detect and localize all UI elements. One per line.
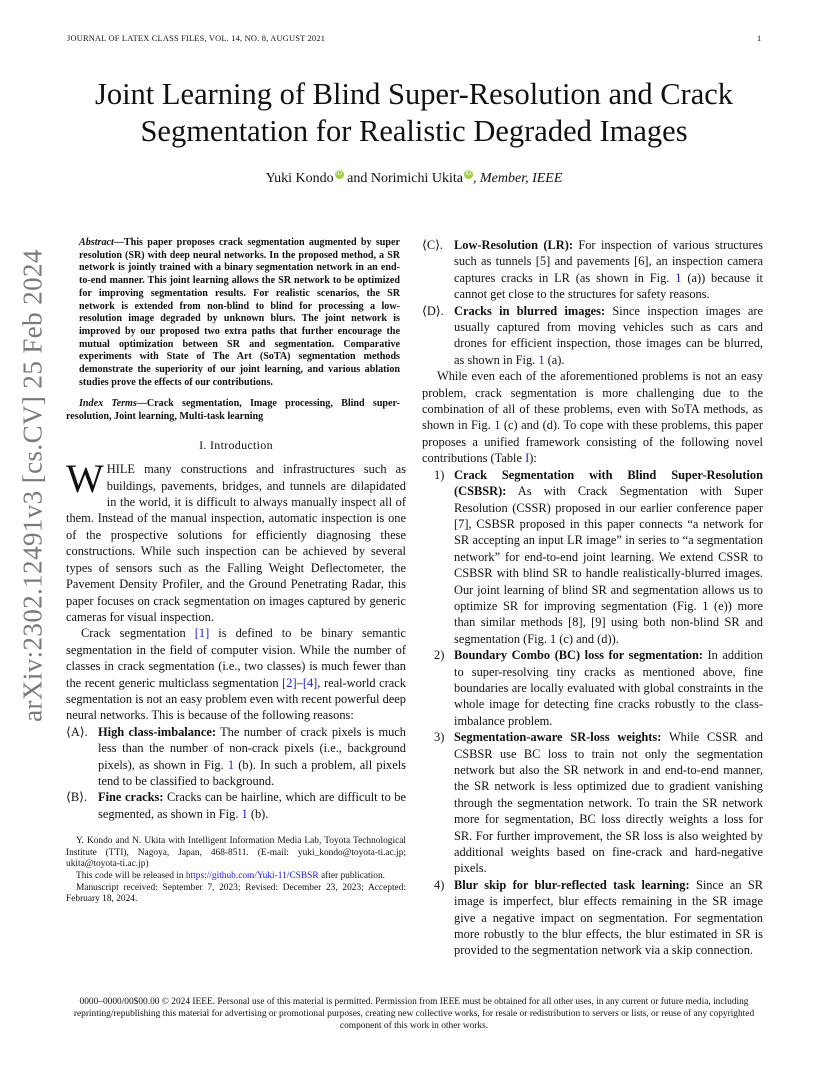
- reason-label: ⟨D⟩.: [422, 303, 444, 318]
- index-terms-label: Index Terms: [79, 398, 137, 410]
- right-paragraph: While even each of the aforementioned problems is not an easy problem, crack segmentation is more challenging due to the combination of all of these problems, even with SoTA methods, as shown in Fig. 1 (c) and (d). To cope with these problems, this paper proposes a unified framework consisting of the following novel contributions (Table I):: [422, 369, 763, 466]
- paper-title: Joint Learning of Blind Super-Resolution and Crack Segmentation for Realistic Degraded Images: [94, 77, 734, 148]
- footnote-affiliation: Y. Kondo and N. Ukita with Intelligent Information Media Lab, Toyota Technological Institute (TTI), Nagoya, Japan, 468-8511. (E-mail: yuki_kondo@toyota-ti.ac.jp; ukita@toyota-ti.ac.jp): [66, 836, 406, 870]
- contribution-title: Crack Segmentation with Blind Super-Resolution (CSBSR):: [454, 467, 763, 499]
- reason-item: ⟨C⟩. Low-Resolution (LR): For inspection of various structures such as tunnels [5] and pavements [6], an inspection camera captures cracks in LR (as shown in Fig. 1 (a)) because it cannot get close to the structures for safety reasons.: [422, 238, 763, 302]
- author-ukita: and Norimichi Ukita: [343, 171, 463, 186]
- reason-item: ⟨D⟩. Cracks in blurred images: Since inspection images are usually captured from moving vehicles such as cars and drones for efficient inspection, those images can be blurred, as shown in Fig. 1 (a).: [422, 303, 763, 367]
- reason-title: Cracks in blurred images:: [454, 303, 606, 318]
- right-column: [422, 237, 763, 959]
- drop-cap: W: [66, 456, 104, 502]
- section-heading: I. Introduction: [199, 437, 273, 452]
- footnote-manuscript: Manuscript received: September 7, 2023; Revised: December 23, 2023; Accepted: February 18, 2024.: [66, 882, 406, 905]
- author-line: [120, 170, 708, 187]
- author-kondo: Yuki Kondo: [265, 171, 334, 186]
- page-number: 1: [757, 34, 762, 43]
- footnote-code: This code will be released in https://github.com/Yuki-11/CSBSR after publication.: [76, 870, 385, 881]
- table-link[interactable]: I: [525, 451, 530, 466]
- contribution-title: Boundary Combo (BC) loss for segmentation:: [454, 648, 703, 663]
- copyright-notice: 0000–0000/00$00.00 © 2024 IEEE. Personal use of this material is permitted. Permission from IEEE must be obtained for all other uses, in any current or future media, including reprinting/republishing this material for advertising or promotional purposes, creating new collective works, for resale or redistribution to servers or lists, or reuse of any copyrighted component of this work in other works.: [73, 997, 755, 1031]
- contribution-title: Segmentation-aware SR-loss weights:: [454, 730, 662, 745]
- figure-link[interactable]: 1: [241, 806, 248, 821]
- figure-link[interactable]: 1: [675, 270, 682, 285]
- code-link[interactable]: https://github.com/Yuki-11/CSBSR: [185, 870, 319, 881]
- figure-link[interactable]: 1: [227, 757, 235, 772]
- citation-link[interactable]: [4]: [302, 675, 318, 690]
- citation-link[interactable]: [1]: [194, 626, 210, 641]
- reason-title: High class-imbalance:: [98, 724, 216, 739]
- footnotes: [66, 836, 406, 906]
- reason-label: ⟨C⟩.: [422, 238, 444, 252]
- reason-label: ⟨A⟩.: [66, 724, 88, 739]
- contribution-title: Blur skip for blur-reflected task learning:: [454, 877, 690, 892]
- reason-item: ⟨A⟩. High class-imbalance: The number of crack pixels is much less than the number of non-crack pixels (i.e., background pixels), as shown in Fig. 1 (b). In such a problem, all pixels tend to be classified to background.: [66, 724, 406, 788]
- contribution-item: 4) Blur skip for blur-reflected task learning: Since an SR image is imperfect, blur effects remaining in the SR image give a negative impact on segmentation. For segmentation more robustly to the blur effects, the blur estimated in SR is provided to the segmentation network via a skip connection.: [434, 877, 764, 958]
- abstract-text: —This paper proposes crack segmentation augmented by super resolution (SR) with deep neural networks. In the proposed method, a SR network is jointly trained with a binary segmentation network in an end-to-end manner. This joint learning allows the SR network to be optimized for improving segmentation results. For realistic scenarios, the SR network is extended from non-blind to blind for processing a low-resolution image degraded by unknown blurs. The joint network is improved by our proposed two extra paths that further encourage the mutual optimization between SR and segmentation. Comparative experiments with State of The Art (SoTA) segmentation methods demonstrate the superiority of our joint learning, and various ablation studies prove the effects of our contributions.: [79, 237, 400, 388]
- intro-paragraph-2: Crack segmentation [1] is defined to be binary semantic segmentation in the field of computer vision. While the number of classes in crack segmentation (i.e., two classes) is much fewer than the recent generic multiclass segmentation [2]–[4], real-world crack segmentation is not an easy problem even with recent powerful deep neural networks. This is because of the following reasons:: [66, 626, 406, 723]
- contribution-item: 1) Crack Segmentation with Blind Super-Resolution (CSBSR): As with Crack Segmentation with Super Resolution (CSSR) proposed in our earlier conference paper [7], CSBSR proposed in this paper connects “a network for SR accepting an input LR image” in series to “a segmentation network” for end-to-end joint learning. We extend CSSR to CSBSR with blind SR to handle realistically-blurred images. Our joint learning of blind SR and segmentation allows us to optimize SR for improving segmentation (Fig. 1 (e)) more than similar methods [8], [9] using both non-blind SR and segmentation (Fig. 1 (c) and (d)).: [434, 467, 763, 646]
- contribution-item: 3) Segmentation-aware SR-loss weights: While CSSR and CSBSR use BC loss to train not only the segmentation network but also the SR network in and end-to-end manner, the SR network is less optimized due to gradient vanishing through the segmentation network. To train the SR network more for segmentation, BC loss directly weights a loss for SR. For further improvement, the SR loss is also weighted by additional weights based on fine-crack and hard-negative pixels.: [434, 730, 763, 876]
- author-membership: , Member, IEEE: [473, 171, 563, 186]
- orcid-icon[interactable]: iD: [336, 171, 342, 177]
- contribution-number: 1): [434, 467, 445, 482]
- reason-label: ⟨B⟩.: [66, 790, 88, 805]
- citation-link[interactable]: [2]: [282, 675, 297, 690]
- orcid-icon[interactable]: iD: [465, 171, 472, 177]
- left-column: [66, 237, 406, 906]
- index-terms: [66, 398, 406, 423]
- figure-link[interactable]: 1: [494, 418, 501, 433]
- contribution-number: 3): [434, 730, 445, 745]
- abstract: [66, 237, 406, 389]
- contribution-number: 2): [434, 648, 445, 663]
- index-terms-text: —Crack segmentation, Image processing, Blind super-resolution, Joint learning, Multi-task learning: [66, 398, 400, 423]
- contribution-item: 2) Boundary Combo (BC) loss for segmentation: In addition to super-resolving tiny cracks as mentioned above, fine boundaries are locally evaluated with global constraints in the whole image for detecting fine cracks robustly to the class-imbalance problem.: [434, 648, 763, 728]
- contribution-number: 4): [434, 877, 445, 892]
- reason-title: Fine cracks:: [98, 790, 164, 805]
- reason-title: Low-Resolution (LR):: [454, 238, 573, 252]
- arxiv-identifier: arXiv:2302.12491v3 [cs.CV] 25 Feb 2024: [17, 249, 48, 722]
- abstract-label: Abstract: [79, 237, 114, 248]
- figure-link[interactable]: 1: [538, 352, 545, 367]
- reason-item: ⟨B⟩. Fine cracks: Cracks can be hairline, which are difficult to be segmented, as shown in Fig. 1 (b).: [66, 790, 406, 821]
- journal-header: JOURNAL OF LATEX CLASS FILES, VOL. 14, NO. 8, AUGUST 2021: [67, 34, 326, 43]
- intro-paragraph-1: WHILE many constructions and infrastructures such as buildings, pavements, bridges, and tunnels are dilapidated in the world, it is difficult to always manually inspect all of them. Instead of the manual inspection, automatic inspection is one of the prospective solutions for efficiently diagnosing these constructions. While such inspection can be achieved by several types of sensors such as the Falling Weight Deflectometer, the Pavement Density Profiler, and the Ground Penetrating Radar, this paper focuses on crack segmentation on images captured by generic cameras for visual inspection.: [66, 456, 406, 624]
